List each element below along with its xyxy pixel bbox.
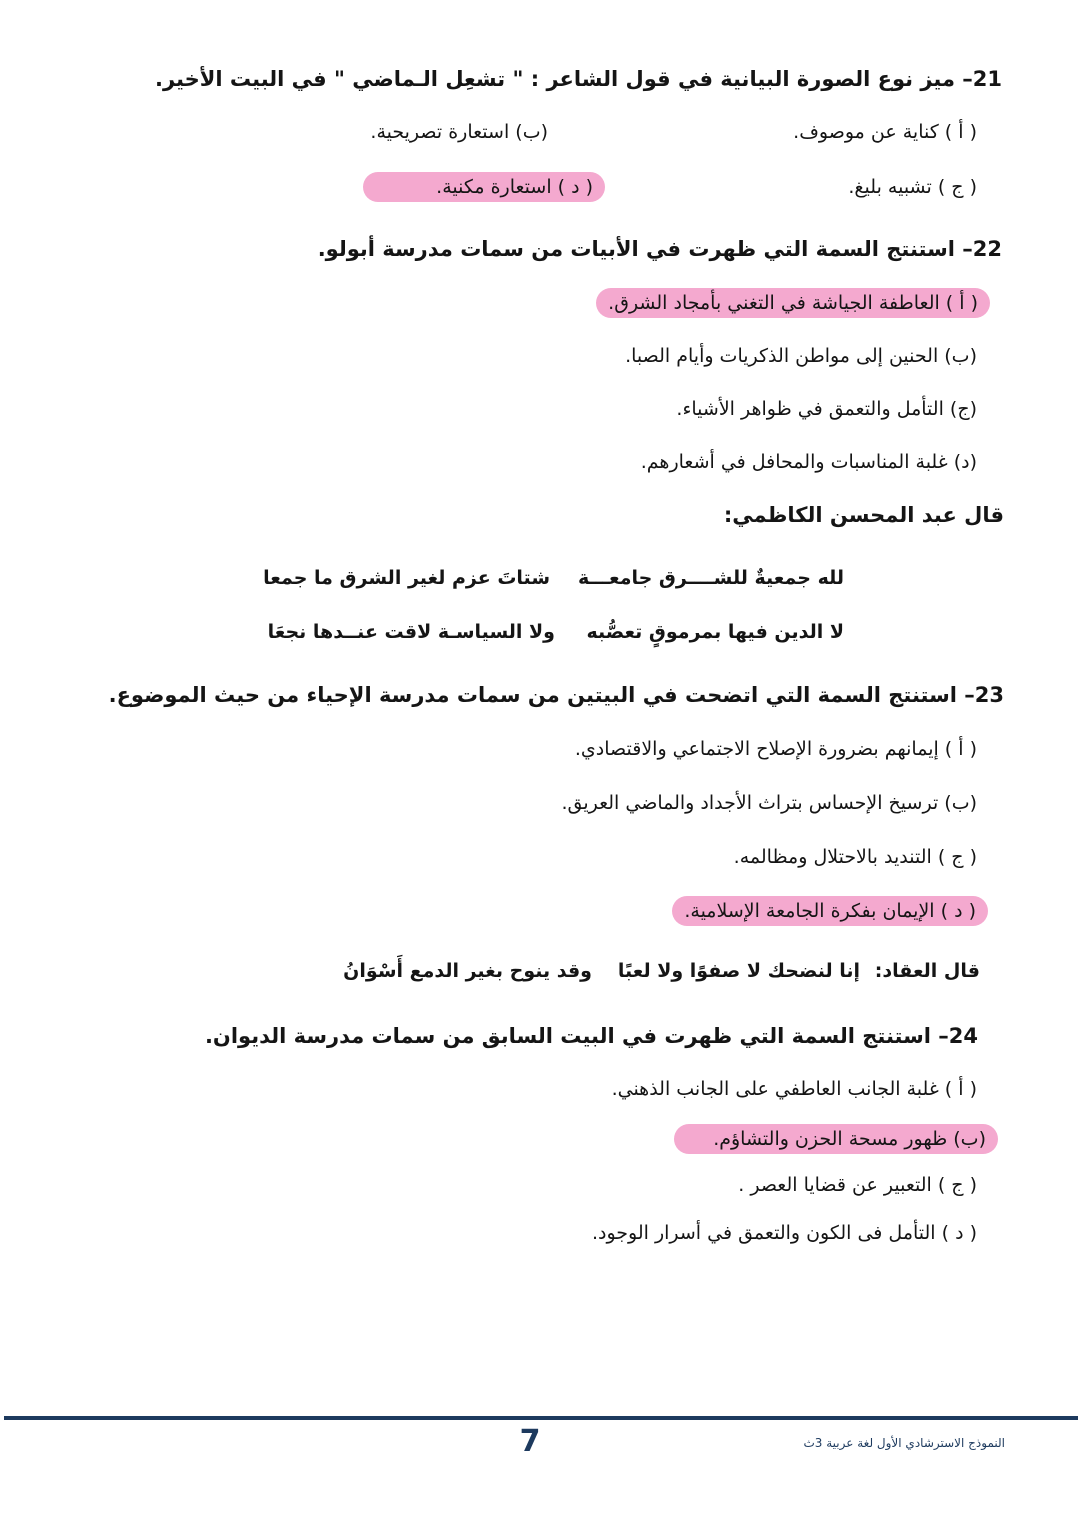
q22-option-b: (ب) الحنين إلى مواطن الذكريات وأيام الصبا. xyxy=(625,345,977,367)
q24-question: 24– استنتج السمة التي ظهرت في البيت السابق من سمات مدرسة الديوان. xyxy=(204,1024,978,1048)
footer-divider xyxy=(4,1416,1078,1420)
q22-option-a-highlighted: ( أ ) العاطفة الجياشة في التغني بأمجاد الشرق. xyxy=(596,288,990,318)
q23-option-a: ( أ ) إيمانهم بضرورة الإصلاح الاجتماعي والاقتصادي. xyxy=(574,738,977,760)
q23-option-c: ( ج ) التنديد بالاحتلال ومظالمه. xyxy=(733,846,977,868)
footer-caption: النموذج الاسترشادي الأول لغة عربية 3ث xyxy=(803,1436,1005,1450)
q22-option-c: (ج) التأمل والتعمق في ظواهر الأشياء. xyxy=(676,398,977,420)
poem1-verse2-first-hemistich: لا الدين فيها بمرموقٍ تعصُّبه xyxy=(586,621,844,643)
poem2-intro: قال العقاد: xyxy=(874,960,980,982)
q23-option-b: (ب) ترسيخ الإحساس بتراث الأجداد والماضي العريق. xyxy=(561,792,977,814)
q21-question: 21– ميز نوع الصورة البيانية في قول الشاعر : " تشعِل الـماضي " في البيت الأخير. xyxy=(155,67,1002,91)
poem1-verse1-second-hemistich: شتاتَ عزم لغير الشرق ما جمعا xyxy=(263,567,550,589)
q22-option-d: (د) غلبة المناسبات والمحافل في أشعارهم. xyxy=(640,451,977,473)
q24-option-d: ( د ) التأمل فى الكون والتعمق في أسرار الوجود. xyxy=(591,1222,977,1244)
poem1-intro: قال عبد المحسن الكاظمي: xyxy=(723,503,1004,527)
q24-option-c: ( ج ) التعبير عن قضايا العصر . xyxy=(738,1174,977,1196)
q23-question: 23– استنتج السمة التي اتضحت في البيتين من سمات مدرسة الإحياء من حيث الموضوع. xyxy=(108,683,1004,707)
q23-option-d-highlighted: ( د ) الإيمان بفكرة الجامعة الإسلامية. xyxy=(672,896,988,926)
q21-option-d-highlighted: ( د ) استعارة مكنية. xyxy=(363,172,605,202)
q21-option-b: (ب) استعارة تصريحية. xyxy=(370,121,548,143)
q22-question: 22– استنتج السمة التي ظهرت في الأبيات من سمات مدرسة أبولو. xyxy=(317,237,1002,261)
q24-option-b-highlighted: (ب) ظهور مسحة الحزن والتشاؤم. xyxy=(674,1124,998,1154)
poem2-first-hemistich: إنا لنضحك لا صفوًا ولا لعبًا xyxy=(617,960,860,982)
poem1-verse2-second-hemistich: ولا السياسـة لاقت عنــدها نجعَا xyxy=(267,621,555,643)
q24-option-a: ( أ ) غلبة الجانب العاطفي على الجانب الذهني. xyxy=(611,1078,977,1100)
q21-option-a: ( أ ) كناية عن موصوف. xyxy=(793,121,977,143)
poem1-verse1-first-hemistich: لله جمعيةٌ للشــــرق جامعـــة xyxy=(577,567,844,589)
poem2-second-hemistich: وقد ينوح بغير الدمع أَسْوَانُ xyxy=(343,960,592,982)
q21-option-c: ( ج ) تشبيه بليغ. xyxy=(848,176,977,198)
page-number: 7 xyxy=(519,1424,541,1459)
